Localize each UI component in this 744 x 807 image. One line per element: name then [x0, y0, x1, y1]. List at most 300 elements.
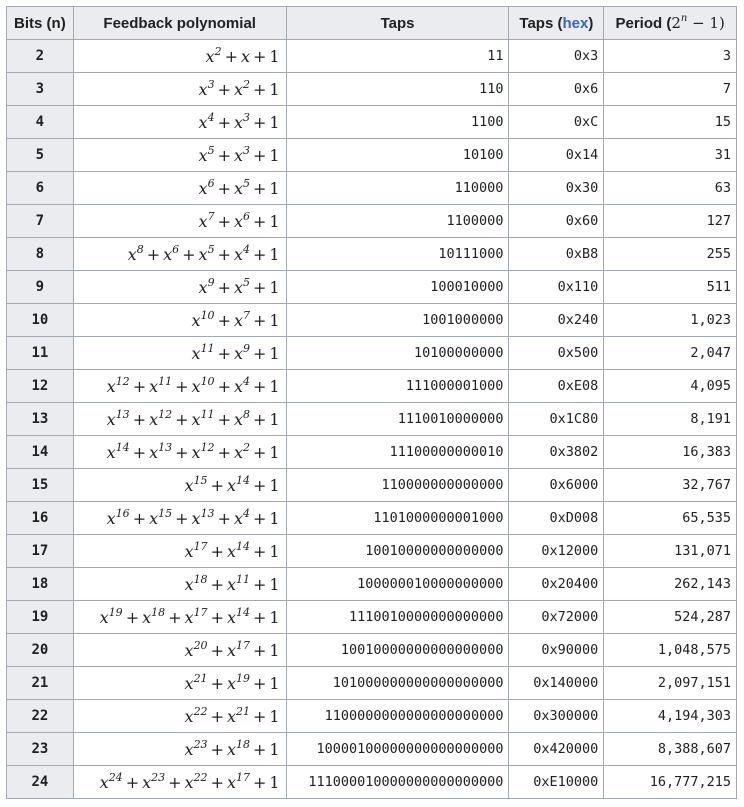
- polynomial-term: x: [99, 772, 109, 792]
- taps-hex-cell: 0xB8: [509, 238, 604, 271]
- polynomial-term: x: [233, 211, 243, 231]
- table-row: [7, 139, 737, 172]
- polynomial-exponent: 3: [243, 143, 250, 157]
- polynomial-exponent: 21: [193, 671, 208, 685]
- period-cell: 32,767: [604, 469, 737, 502]
- polynomial-term: x: [191, 376, 201, 396]
- bits-cell: 6: [7, 172, 74, 205]
- polynomial-exponent: 17: [236, 770, 250, 784]
- polynomial-exponent: 7: [243, 308, 250, 322]
- polynomial-term: x: [106, 508, 116, 528]
- polynomial-exponent: 15: [193, 473, 208, 487]
- polynomial-exponent: 11: [236, 572, 250, 586]
- plus-sign: +: [253, 673, 267, 693]
- plus-sign: +: [253, 574, 267, 594]
- polynomial-cell: [73, 568, 286, 601]
- plus-sign: +: [217, 376, 231, 396]
- polynomial-cell: [73, 172, 286, 205]
- plus-sign: +: [253, 706, 267, 726]
- polynomial-term: 1: [269, 475, 280, 495]
- polynomial-term: x: [233, 244, 243, 264]
- polynomial-term: x: [149, 409, 159, 429]
- polynomial-term: x: [226, 772, 236, 792]
- bits-cell: 16: [7, 502, 74, 535]
- plus-sign: +: [253, 376, 267, 396]
- polynomial-exponent: 4: [207, 110, 215, 124]
- polynomial-term: x: [142, 772, 152, 792]
- bits-cell: 9: [7, 271, 74, 304]
- polynomial-term: 1: [269, 442, 280, 462]
- plus-sign: +: [210, 475, 224, 495]
- polynomial-exponent: 13: [115, 407, 130, 421]
- taps-cell: 10010000000000000000: [286, 634, 509, 667]
- table-row: [7, 667, 737, 700]
- polynomial-term: x: [198, 211, 208, 231]
- polynomial-exponent: 2: [214, 44, 222, 58]
- polynomial-term: x: [184, 475, 194, 495]
- bits-cell: 20: [7, 634, 74, 667]
- polynomial-term: x: [184, 772, 194, 792]
- period-cell: 511: [604, 271, 737, 304]
- plus-sign: +: [210, 673, 224, 693]
- bits-cell: 7: [7, 205, 74, 238]
- taps-hex-cell: 0x60: [509, 205, 604, 238]
- polynomial-exponent: 24: [108, 770, 123, 784]
- header-period[interactable]: [604, 7, 737, 40]
- polynomial-exponent: 22: [193, 704, 208, 718]
- taps-hex-cell: 0x14: [509, 139, 604, 172]
- taps-hex-cell: 0xD008: [509, 502, 604, 535]
- taps-cell: 11: [286, 40, 509, 73]
- polynomial-exponent: 10: [200, 374, 215, 388]
- polynomial-term: x: [205, 46, 215, 66]
- period-cell: 7: [604, 73, 737, 106]
- polynomial-exponent: 6: [243, 209, 250, 223]
- table-row: [7, 205, 737, 238]
- period-cell: 31: [604, 139, 737, 172]
- polynomial-term: 1: [269, 178, 280, 198]
- taps-cell: 10010000000000000: [286, 535, 509, 568]
- period-cell: 3: [604, 40, 737, 73]
- polynomial-cell: [73, 403, 286, 436]
- bits-cell: 15: [7, 469, 74, 502]
- polynomial-exponent: 20: [193, 638, 208, 652]
- polynomial-term: x: [240, 46, 250, 66]
- taps-cell: 101000000000000000000: [286, 667, 509, 700]
- polynomial-cell: [73, 73, 286, 106]
- polynomial-exponent: 5: [243, 275, 250, 289]
- polynomial-exponent: 18: [151, 605, 166, 619]
- polynomial-term: x: [233, 409, 243, 429]
- polynomial-term: x: [99, 607, 109, 627]
- plus-sign: +: [217, 343, 231, 363]
- taps-cell: 1100: [286, 106, 509, 139]
- polynomial-term: x: [226, 640, 236, 660]
- taps-cell: 100000010000000000: [286, 568, 509, 601]
- polynomial-exponent: 19: [236, 671, 250, 685]
- period-cell: 255: [604, 238, 737, 271]
- polynomial-term: x: [198, 79, 208, 99]
- period-cell: 127: [604, 205, 737, 238]
- polynomial-cell: [73, 634, 286, 667]
- plus-sign: +: [175, 376, 189, 396]
- period-cell: 2,097,151: [604, 667, 737, 700]
- polynomial-exponent: 21: [236, 704, 250, 718]
- polynomial-cell: [73, 205, 286, 238]
- taps-hex-cell: 0x140000: [509, 667, 604, 700]
- table-row: [7, 271, 737, 304]
- polynomial-exponent: 17: [193, 605, 208, 619]
- polynomial-exponent: 11: [200, 407, 215, 421]
- table-row: [7, 733, 737, 766]
- plus-sign: +: [168, 772, 182, 792]
- polynomial-term: 1: [269, 673, 280, 693]
- header-taps-hex-prefix: Taps (: [519, 14, 563, 32]
- polynomial-cell: [73, 337, 286, 370]
- bits-cell: 4: [7, 106, 74, 139]
- bits-cell: 11: [7, 337, 74, 370]
- taps-hex-cell: 0x12000: [509, 535, 604, 568]
- polynomial-term: x: [149, 442, 159, 462]
- taps-cell: 1100000: [286, 205, 509, 238]
- taps-hex-cell: 0xE10000: [509, 766, 604, 799]
- bits-cell: 2: [7, 40, 74, 73]
- polynomial-exponent: 2: [243, 440, 250, 454]
- polynomial-term: x: [191, 343, 201, 363]
- header-period-prefix: Period (: [615, 15, 672, 32]
- polynomial-exponent: 23: [193, 737, 208, 751]
- bits-cell: 19: [7, 601, 74, 634]
- bits-cell: 21: [7, 667, 74, 700]
- plus-sign: +: [253, 607, 267, 627]
- polynomial-term: x: [233, 442, 243, 462]
- taps-hex-cell: 0x110: [509, 271, 604, 304]
- taps-hex-cell: 0xE08: [509, 370, 604, 403]
- polynomial-exponent: 17: [236, 638, 250, 652]
- plus-sign: +: [125, 772, 140, 792]
- taps-cell: 1110010000000000000: [286, 601, 509, 634]
- period-cell: 524,287: [604, 601, 737, 634]
- taps-cell: 110: [286, 73, 509, 106]
- plus-sign: +: [217, 310, 231, 330]
- polynomial-cell: [73, 766, 286, 799]
- table-row: [7, 370, 737, 403]
- taps-cell: 100010000: [286, 271, 509, 304]
- polynomial-term: x: [184, 607, 194, 627]
- polynomial-exponent: 2: [243, 77, 250, 91]
- plus-sign: +: [217, 112, 231, 132]
- period-cell: 131,071: [604, 535, 737, 568]
- plus-sign: +: [132, 409, 147, 429]
- plus-sign: +: [217, 79, 231, 99]
- polynomial-exponent: 9: [243, 341, 250, 355]
- taps-cell: 110000000000000: [286, 469, 509, 502]
- period-cell: 63: [604, 172, 737, 205]
- table-row: [7, 766, 737, 799]
- polynomial-term: x: [184, 739, 194, 759]
- polynomial-term: x: [106, 442, 116, 462]
- polynomial-exponent: 6: [207, 176, 215, 190]
- taps-cell: 11100000000010: [286, 436, 509, 469]
- plus-sign: +: [253, 46, 267, 66]
- polynomial-term: x: [106, 409, 116, 429]
- table-row: [7, 40, 737, 73]
- plus-sign: +: [253, 541, 267, 561]
- polynomial-term: 1: [269, 310, 280, 330]
- table-row: [7, 535, 737, 568]
- polynomial-term: x: [184, 574, 194, 594]
- polynomial-term: 1: [269, 79, 280, 99]
- polynomial-cell: [73, 601, 286, 634]
- polynomial-term: x: [149, 376, 159, 396]
- taps-cell: 10000100000000000000000: [286, 733, 509, 766]
- polynomial-exponent: 4: [243, 242, 250, 256]
- period-cell: 8,191: [604, 403, 737, 436]
- taps-hex-cell: 0x3802: [509, 436, 604, 469]
- polynomial-exponent: 12: [115, 374, 130, 388]
- period-cell: 65,535: [604, 502, 737, 535]
- plus-sign: +: [253, 79, 267, 99]
- bits-cell: 24: [7, 766, 74, 799]
- plus-sign: +: [175, 409, 189, 429]
- polynomial-term: x: [184, 673, 194, 693]
- taps-cell: 1100000000000000000000: [286, 700, 509, 733]
- polynomial-exponent: 16: [115, 506, 130, 520]
- polynomial-exponent: 5: [243, 176, 250, 190]
- bits-cell: 13: [7, 403, 74, 436]
- polynomial-exponent: 18: [236, 737, 250, 751]
- polynomial-term: x: [191, 508, 201, 528]
- polynomial-cell: [73, 502, 286, 535]
- period-formula-base: 2: [671, 14, 681, 32]
- table-row: [7, 568, 737, 601]
- plus-sign: +: [253, 409, 267, 429]
- polynomial-term: 1: [269, 376, 280, 396]
- plus-sign: +: [210, 574, 224, 594]
- polynomial-exponent: 22: [193, 770, 208, 784]
- plus-sign: +: [168, 607, 182, 627]
- plus-sign: +: [224, 46, 238, 66]
- period-formula-exp: n: [680, 13, 688, 24]
- period-cell: 2,047: [604, 337, 737, 370]
- table-row: [7, 634, 737, 667]
- polynomial-cell: [73, 469, 286, 502]
- taps-cell: 111000010000000000000000: [286, 766, 509, 799]
- taps-cell: 1110010000000: [286, 403, 509, 436]
- polynomial-cell: [73, 271, 286, 304]
- taps-cell: 110000: [286, 172, 509, 205]
- polynomial-term: 1: [269, 607, 280, 627]
- table-row: [7, 106, 737, 139]
- table-row: [7, 172, 737, 205]
- taps-cell: 111000001000: [286, 370, 509, 403]
- polynomial-cell: [73, 238, 286, 271]
- bits-cell: 23: [7, 733, 74, 766]
- polynomial-term: x: [149, 508, 159, 528]
- polynomial-exponent: 18: [193, 572, 208, 586]
- polynomial-term: x: [198, 277, 208, 297]
- table-row: [7, 700, 737, 733]
- period-cell: 8,388,607: [604, 733, 737, 766]
- table-row: [7, 337, 737, 370]
- polynomial-term: x: [226, 541, 236, 561]
- header-polynomial[interactable]: Feedback polynomial: [73, 7, 286, 40]
- polynomial-term: 1: [269, 244, 280, 264]
- polynomial-term: 1: [269, 409, 280, 429]
- polynomial-cell: [73, 106, 286, 139]
- period-cell: 262,143: [604, 568, 737, 601]
- header-bits[interactable]: Bits (n): [7, 7, 74, 40]
- plus-sign: +: [217, 277, 231, 297]
- polynomial-term: x: [198, 244, 208, 264]
- taps-hex-cell: 0x6: [509, 73, 604, 106]
- period-cell: 4,194,303: [604, 700, 737, 733]
- polynomial-term: 1: [269, 541, 280, 561]
- polynomial-term: 1: [269, 706, 280, 726]
- polynomial-exponent: 4: [243, 506, 250, 520]
- header-row: [7, 7, 737, 40]
- taps-hex-cell: 0x90000: [509, 634, 604, 667]
- polynomial-term: x: [191, 442, 201, 462]
- taps-cell: 10111000: [286, 238, 509, 271]
- polynomial-exponent: 11: [200, 341, 215, 355]
- polynomial-term: x: [106, 376, 116, 396]
- taps-hex-cell: 0x6000: [509, 469, 604, 502]
- polynomial-exponent: 12: [200, 440, 215, 454]
- polynomial-term: 1: [269, 772, 280, 792]
- table-row: [7, 436, 737, 469]
- lfsr-taps-table: [6, 6, 737, 799]
- taps-cell: 1001000000: [286, 304, 509, 337]
- bits-cell: 17: [7, 535, 74, 568]
- header-taps-hex-suffix: ): [588, 14, 594, 32]
- polynomial-exponent: 23: [151, 770, 166, 784]
- plus-sign: +: [253, 508, 267, 528]
- polynomial-exponent: 8: [136, 242, 144, 256]
- period-cell: 1,048,575: [604, 634, 737, 667]
- polynomial-exponent: 19: [108, 605, 123, 619]
- polynomial-term: x: [226, 475, 236, 495]
- polynomial-term: 1: [269, 46, 280, 66]
- period-cell: 4,095: [604, 370, 737, 403]
- polynomial-cell: [73, 370, 286, 403]
- plus-sign: +: [217, 145, 231, 165]
- polynomial-exponent: 7: [207, 209, 215, 223]
- plus-sign: +: [210, 772, 224, 792]
- bits-cell: 3: [7, 73, 74, 106]
- polynomial-exponent: 12: [158, 407, 173, 421]
- plus-sign: +: [253, 211, 267, 231]
- plus-sign: +: [253, 178, 267, 198]
- polynomial-exponent: 5: [207, 143, 215, 157]
- bits-cell: 18: [7, 568, 74, 601]
- polynomial-term: 1: [269, 343, 280, 363]
- polynomial-cell: [73, 139, 286, 172]
- polynomial-exponent: 3: [207, 77, 215, 91]
- plus-sign: +: [253, 112, 267, 132]
- polynomial-term: 1: [269, 112, 280, 132]
- polynomial-cell: [73, 667, 286, 700]
- polynomial-term: 1: [269, 277, 280, 297]
- polynomial-exponent: 11: [158, 374, 173, 388]
- plus-sign: +: [253, 640, 267, 660]
- polynomial-cell: [73, 733, 286, 766]
- table-row: [7, 238, 737, 271]
- polynomial-term: x: [184, 541, 194, 561]
- polynomial-cell: [73, 700, 286, 733]
- polynomial-term: x: [198, 178, 208, 198]
- polynomial-exponent: 5: [207, 242, 215, 256]
- polynomial-exponent: 13: [200, 506, 215, 520]
- taps-hex-cell: 0x300000: [509, 700, 604, 733]
- plus-sign: +: [210, 541, 224, 561]
- taps-hex-cell: 0xC: [509, 106, 604, 139]
- plus-sign: +: [253, 310, 267, 330]
- polynomial-term: x: [233, 112, 243, 132]
- polynomial-exponent: 13: [158, 440, 173, 454]
- polynomial-term: x: [233, 178, 243, 198]
- header-taps-hex[interactable]: [509, 7, 604, 40]
- polynomial-term: x: [226, 706, 236, 726]
- table-row: [7, 304, 737, 337]
- plus-sign: +: [146, 244, 161, 264]
- taps-hex-cell: 0x30: [509, 172, 604, 205]
- polynomial-term: x: [233, 79, 243, 99]
- polynomial-term: x: [226, 574, 236, 594]
- plus-sign: +: [253, 277, 267, 297]
- plus-sign: +: [217, 508, 231, 528]
- polynomial-term: x: [233, 145, 243, 165]
- polynomial-term: x: [233, 343, 243, 363]
- polynomial-term: 1: [269, 211, 280, 231]
- period-formula-rest: − 1): [687, 14, 725, 32]
- bits-cell: 14: [7, 436, 74, 469]
- hex-link[interactable]: hex: [562, 14, 589, 32]
- bits-cell: 12: [7, 370, 74, 403]
- plus-sign: +: [132, 508, 147, 528]
- header-taps[interactable]: Taps: [286, 7, 509, 40]
- plus-sign: +: [210, 640, 224, 660]
- table-body: [7, 40, 737, 799]
- polynomial-term: x: [233, 277, 243, 297]
- plus-sign: +: [132, 442, 147, 462]
- polynomial-term: x: [184, 640, 194, 660]
- polynomial-term: x: [142, 607, 152, 627]
- taps-hex-cell: 0x240: [509, 304, 604, 337]
- bits-cell: 8: [7, 238, 74, 271]
- table-row: [7, 502, 737, 535]
- table-row: [7, 601, 737, 634]
- polynomial-term: x: [184, 706, 194, 726]
- taps-hex-cell: 0x420000: [509, 733, 604, 766]
- polynomial-exponent: 6: [172, 242, 180, 256]
- taps-cell: 10100000000: [286, 337, 509, 370]
- polynomial-term: x: [191, 310, 201, 330]
- plus-sign: +: [253, 772, 267, 792]
- plus-sign: +: [175, 508, 189, 528]
- polynomial-exponent: 17: [193, 539, 208, 553]
- table-row: [7, 403, 737, 436]
- polynomial-exponent: 14: [236, 605, 250, 619]
- plus-sign: +: [175, 442, 189, 462]
- polynomial-exponent: 15: [158, 506, 173, 520]
- polynomial-term: x: [163, 244, 173, 264]
- period-cell: 1,023: [604, 304, 737, 337]
- polynomial-term: x: [191, 409, 201, 429]
- plus-sign: +: [217, 244, 231, 264]
- plus-sign: +: [182, 244, 196, 264]
- polynomial-term: x: [226, 739, 236, 759]
